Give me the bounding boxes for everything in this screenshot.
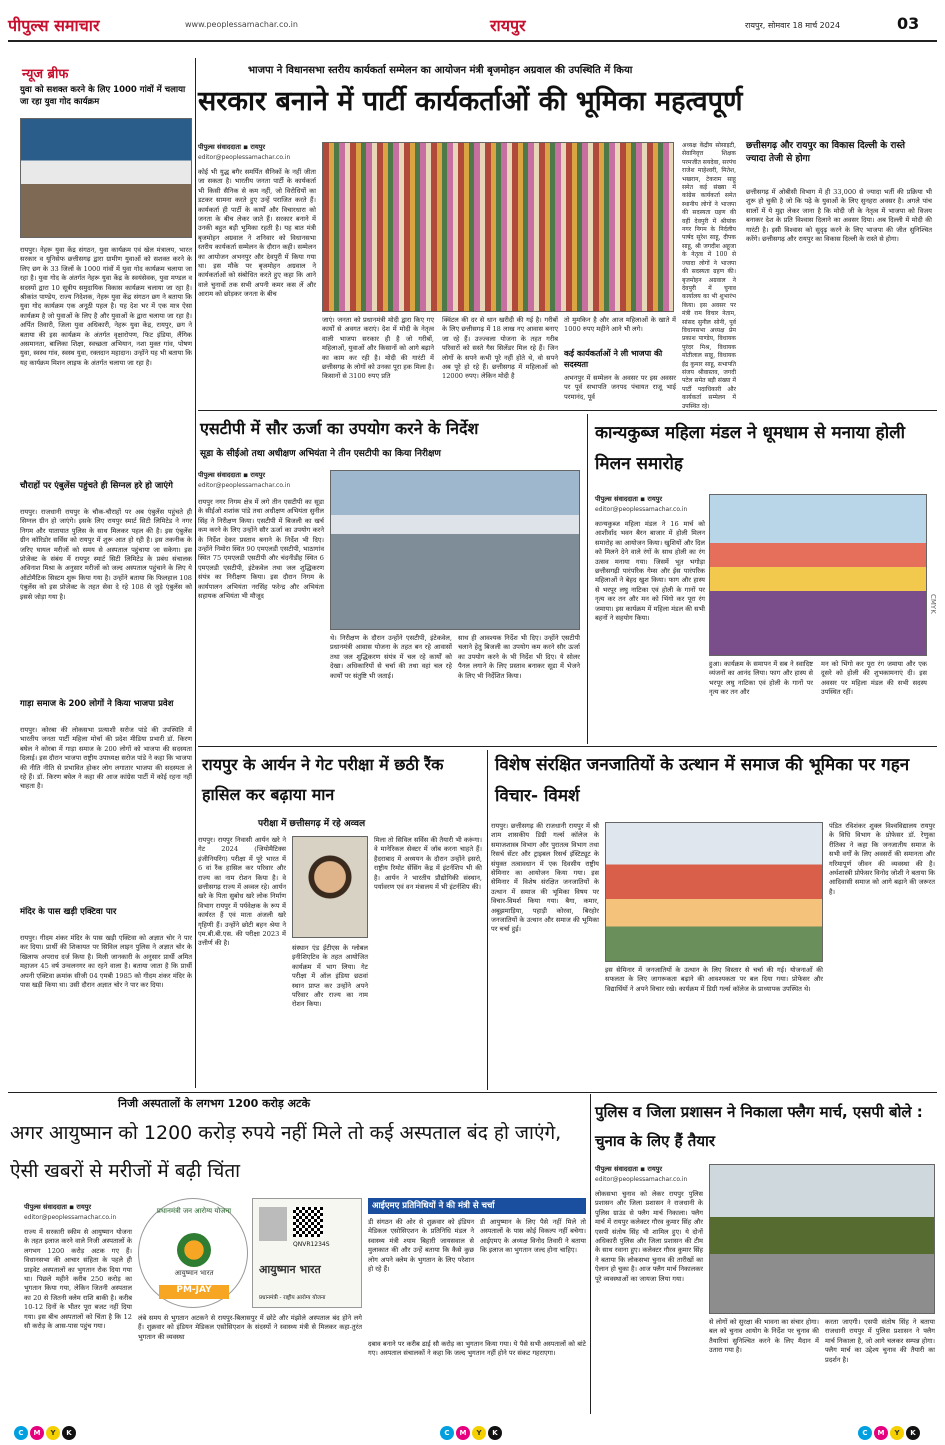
holi-photo (709, 494, 927, 656)
solar-email[interactable]: editor@peoplessamachar.co.in (198, 482, 291, 489)
solar-col-2: थे। निरीक्षण के दौरान उन्होंने एसटीपी, इंटेकवेल, प्रधानमंत्री आवास योजना के तहत बन रहे आवासों तथा जल शुद्धिकरण संयंत्र में चल रहे कार्यों को देखा। अधिकारियों से चर्चा की तथा वहां चल रहे कार्यों पर संतुष्टि भी जताई। (330, 634, 452, 680)
ayushman-card (252, 1198, 362, 1308)
card-title: आयुष्मान भारत (259, 1263, 321, 1276)
police-byline: पीपुल्स संवाददाता ◾ रायपुर (595, 1165, 663, 1173)
ayushman-kicker: निजी अस्पतालों के लगभग 1200 करोड़ अटके (118, 1097, 311, 1110)
pmjay-logo (138, 1198, 248, 1308)
ima-headline-band (368, 1198, 586, 1214)
solar-col-3: साथ ही आवश्यक निर्देश भी दिए। उन्होंने एसटीपी चलाने हेतु बिजली का उपयोग कम करने सौर ऊर्जा का उपयोग करने के भी निर्देश भी दिए। ये सोलर पैनल लगाने के लिए प्रस्ताव बनाकर सूडा में भेजने के लिए भी निर्देशित किया। (458, 634, 580, 680)
ima-col-1: डी संगठन की ओर से शुक्रवार को इंडियन मेडिकल एसोसिएशन के प्रतिनिधि मंडल ने स्वास्थ्य मंत्री श्याम बिहारी जायसवाल से मुलाकात की और उन्हें बताया कि कैसे कुछ लोग अपने क्लेम के भुगतान के लिए परेशान हो रहे हैं। (368, 1218, 474, 1274)
pmjay-emblem (177, 1233, 211, 1267)
brief-2-text: रायपुर। राजधानी रायपुर के चौक-चौराहों पर अब एंबुलेंस पहुंचते ही सिग्नल ग्रीन हो जाएंगे। इसके लिए रायपुर स्मार्ट सिटी लिमिटेड ने नगर निगम और यातायात पुलिस के साथ मिलकर पहल की है। इस एंबुलेंस ग्रीन कॉरिडोर सर्विस को रायपुर में शुरू आत हो रही है। इस तकनीक के जरिए घायल मरीजों को समय से अस्पताल पहुंचाया जा सकेगा। इस प्रोजेक्ट के संबंध में रायपुर स्मार्ट सिटी लिमिटेड के प्रबंध संचालक अविनाश मिश्रा के अनुसार मरीजों को जल्द अस्पताल पहुंचाने के लिए ये ऑटोमैटिक सिस्टम शुरू किया गया है। उन्होंने बताया कि फिलहाल 108 एंबुलेंस को इस प्रोजेक्ट के तहत सेवा दे रहे 108 से जुड़े एंबुलेंस को इससे जोड़ा गया है। (20, 508, 192, 601)
sidebar-text: छत्तीसगढ़ में ओबीसी विभाग में ही 33,000 से ज्यादा भर्ती की प्रक्रिया भी शुरू हो चुकी है जो कि पढ़े के युवाओं के लिए सुनहरा अवसर है। अगले पांच सालों में ये मुद्दा लेकर जाना है कि मोदी जी के नेतृत्व में भाजपा को विजय बनाकर देश के प्रति विश्वास दिलाने का अवसर दिया। अब दिल्ली में मोदी की गारंटी है। इसी विश्वास को सुदृढ़ करने के लिए भाजपा की जीत सुनिश्चित करेंगे। छत्तीसगढ़ और रायपुर का विकास दिल्ली के रास्ते से होगा। (746, 188, 932, 244)
brief-2-headline: चौराहों पर एंबुलेंस पहुंचते ही सिग्नल हरे हो जाएंगे (20, 481, 173, 491)
lead-col-2: जाएं। जनता को प्रधानमंत्री मोदी द्वारा किए गए कार्यों से अवगत कराएं। देश में मोदी के नेतृत्व वाली भाजपा सरकार ही है जो गरीबों, महिलाओं, युवाओं और किसानों को आगे बढ़ाने का काम कर रही है। मोदी की गारंटी में छत्तीसगढ़ के लोगों को उनका पूरा हक मिला है। किसानों से 3100 रुपए प्रति (322, 316, 434, 381)
side-cmyk-marks: CMYK (929, 594, 937, 614)
footer-cmyk-mid: C M Y K (440, 1420, 520, 1436)
aryan-divider (487, 750, 488, 1090)
ayushman-divider (590, 1094, 591, 1414)
brief-1-text: रायपुर। नेहरू युवा केंद्र संगठन, युवा कार्यक्रम एवं खेल मंत्रालय, भारत सरकार व यूनिसेफ छत्तीसगढ़ द्वारा ग्रामीण युवाओं को सशक्त करने के लिए छग के 33 जिलों के 1000 गांवों में युवा गोद कार्यक्रम चलाया जा रहा है। युवा गोद के अंतर्गत नेहरू युवा केंद्र के स्वयंसेवक, युवा मण्डल व सदस्यों द्वारा 10 सूत्रीय समुदायिक विकास कार्यक्रम चलाया जा रहा है। श्रीकांत पाण्डेय, राज्य निदेशक, नेहरू युवा केंद्र संगठन छग ने बताया कि युवा गोद कार्यक्रम एक अनूठी पहल है। यह देश भर में एक मात्र ऐसा कार्यक्रम है जो युवाओं के लिए है और युवाओं के द्वारा चलाया जा रहा है। अर्पित तिवारी, जिला युवा अधिकारी, नेहरू युवा केंद्र, रायपुर, छग ने बताया की इस कार्यक्रम के अंतर्गत वृक्षारोपण, फिट इंडिया, लैंगिक असमानता, बालिका शिक्षा, स्वच्छता अभियान, नशा मुक्त गांव, पोषण युवा, स्वस्थ गांव, स्वस्थ युवा, रक्तदान महादान। उन्होंने यह भी बताया कि यह कार्यक्रम मिशन लाइफ के अंतर्गत चलाया जा रहा है। (20, 246, 192, 367)
tribal-col-1: रायपुर। छत्तीसगढ़ की राजधानी रायपुर में श्री शाम शासकीय डिग्री गर्ल्स कॉलेज के समाजशास्त्र विभाग और पुरातत्व विभाग तथा रिसर्च सेंटर और ट्राइबल रिसर्च इंस्टिट्यूट के संयुक्त तत्वावधान में एक दिवसीय राष्ट्रीय सेमिनार का आयोजन किया गया। इस सेमिनार में विशेष संरक्षित जनजातियों के उत्थान में समाज की भूमिका विषय पर विचार-विमर्श किया गया। बैगा, कमार, अबूझमाड़िया, पहाड़ी कोरवा, बिरहोर जनजातियों के उत्थान और समाज की भूमिका पर चर्चा हुई। (491, 822, 599, 934)
aryan-col-1: रायपुर। रायपुर निवासी आर्यन खरे ने गेट 2024 (जियोमैटिक्स इंजीनियरिंग) परीक्षा में पूरे भारत में 6 वां रैंक हासिल कर परिवार और राज्य का नाम रोशन किया है। वे छत्तीसगढ़ राज्य में अव्वल रहे। आर्यन खरे के पिता सुबोध खरे लोक निर्माण विभाग रायपुर में पर्यवेक्षक के रूप में कार्यरत हैं एवं माता अंजली खरे गृहिणी हैं। उन्होंने छोटी बहन श्रेया ने एम.बी.बी.एस. की परीक्षा 2023 में उत्तीर्ण की है। (198, 836, 286, 948)
lead-col-4: तो मुमकिन है और आज महिलाओं के खाते में 1000 रुपए महीने आने भी लगे। (564, 316, 676, 334)
ayushman-story (8, 1094, 588, 1414)
ima-col-2: डी आयुष्मान के लिए पैसे नहीं मिले तो अस्पतालों के पास कोई विकल्प नहीं बचेगा। आईएमए के अध्यक्ष विनोद तिवारी ने बताया कि इलाज का भुगतान जल्द होना चाहिए। (480, 1218, 586, 1255)
tribal-col-2: इस सेमिनार में जनजातियों के उत्थान के लिए विस्तार से चर्चा की गई। योजनाओं की सफलता के लिए जागरूकता बढ़ाने की आवश्यकता पर बल दिया गया। प्रोफेसर और विद्यार्थियों ने अपने विचार रखे। कार्यक्रम में डिग्री गर्ल्स कॉलेज के प्राध्यापक उपस्थित थे। (605, 966, 823, 993)
lead-col-3: क्विंटल की दर से धान खरीदी की गई है। गरीबों के लिए छत्तीसगढ़ में 18 लाख नए आवास बनाए जा रहे हैं। उज्ज्वला योजना के तहत गरीब परिवारों को सस्ते गैस सिलेंडर मिल रहे हैं। जिन लोगों के सपने कभी पूरे नहीं होते थे, वो सपने अब पूरे हो रहे हैं। छत्तीसगढ़ में महिलाओं को 12000 रुपए। लेकिन मोदी है (442, 316, 558, 381)
police-col-2: से लोगों को सुरक्षा की भावना का संचार होगा। बल को चुनाव आयोग के निर्देश पर चुनाव की तैयारियां सुनिश्चित करने के लिए मैदान में उतारा गया है। (709, 1318, 819, 1355)
holi-col-2: हुआ। कार्यक्रम के समापन में सब ने स्वादिष्ट व्यंजनों का आनंद लिया। फाग और हास्य से भरपूर लघु नाटिका एवं होली के गानों पर नृत्य कर तन और (709, 660, 813, 697)
solar-divider (587, 414, 588, 744)
police-col-1: लोकसभा चुनाव को लेकर रायपुर पुलिस प्रशासन और जिला प्रशासन ने राजधानी के पुलिस ग्राउंड से फ्लैग मार्च निकाला। फ्लैग मार्च में रायपुर कलेक्टर गौरव कुमार सिंह और एसपी संतोष सिंह भी शामिल हुए। ये दोनों अधिकारी पुलिस और जिला प्रशासन की टीम के साथ रवाना हुए। कलेक्टर गौरव कुमार सिंह ने बताया कि लोकसभा चुनाव की तारीखों का ऐलान हो चुका है। आज फ्लैग मार्च निकालकर पूरे व्यवस्थाओं का जायजा लिया गया। (595, 1190, 703, 1283)
solar-deck: सूडा के सीईओ तथा अधीक्षण अभियंता ने तीन एसटीपी का किया निरीक्षण (200, 449, 441, 459)
police-col-3: करता जाएगी। एसपी संतोष सिंह ने बताया राजधानी रायपुर में पुलिस प्रशासन ने फ्लैग मार्च निकाला है, जो आगे चलकर सम्पन्न होगा। फ्लैग मार्च का उद्देश्य चुनाव की तैयारी का प्रदर्शन है। (825, 1318, 935, 1364)
police-story (593, 1094, 937, 1414)
lead-byline: पीपुल्स संवाददाता ◾ रायपुर (198, 143, 266, 151)
brief-divider (195, 58, 196, 1088)
lead-story (198, 58, 743, 410)
page-header (0, 0, 945, 48)
holi-byline: पीपुल्स संवाददाता ◾ रायपुर (595, 495, 663, 503)
lead-email[interactable]: editor@peoplessamachar.co.in (198, 154, 291, 161)
masthead: पीपुल्स समाचार (8, 16, 100, 35)
card-qr (293, 1207, 323, 1237)
aryan-deck: परीक्षा में छत्तीसगढ़ में रहे अव्वल (258, 819, 366, 829)
header-rule (8, 40, 937, 42)
lead-col-1: कोई भी युद्ध बगैर समर्पित सैनिकों के नहीं जीता जा सकता है। भारतीय जनता पार्टी के कार्यकर्ता भी किसी सैनिक से कम नहीं, जो विरोधियों का डटकर सामना करते हुए उन्हें पराजित करते हैं। कार्यकर्ता ही पार्टी के कार्यों और विचारधारा को जनता के बीच लेकर जाते हैं। सरकार बनाने में उनकी बहुत बड़ी भूमिका रहती है। यह बात मंत्री बृजमोहन अग्रवाल ने शनिवार को विधानसभा स्तरीय कार्यकर्ता सम्मेलन के दौरान कही। सम्मेलन का आयोजन अभनपुर और देवपुरी में किया गया था। इस मौके पर बृजमोहन अग्रवाल ने कार्यकर्ताओं को संबोधित करते हुए कहा कि आने वाले चुनावों तक सभी अपनी कमर कस लें और आराम को छोड़कर जनता के बीच (198, 168, 316, 299)
lead-col-5: अध्यक्ष केंद्रीय सोसाइटी, सेवानिवृत्त शिक्षक परमजीत सयदेवा, सरपंच राजेश माहेश्वरी, मितेश, भखरान, टेकराम साहू समेत कई संख्या में कांग्रेस कार्यकर्ता समेत स्थानीय लोगों ने भाजपा की सदस्यता ग्रहण की वहीं देवपुरी में श्रीयांक नगर निगम के निर्दलीय पार्षद सुरेश साहू, दीपक साहू, श्री जगदीश अहूजा के नेतृत्व में 100 से ज्यादा लोगों ने भाजपा की सदस्यता ग्रहण की। बृजमोहन अग्रवाल ने देवपुरी में चुनाव कार्यालय का भी शुभारंभ किया। इस अवसर पर मंत्री राम विचार नेताम, सांसद सुनील सोनी, पूर्व विधानसभा अध्यक्ष प्रेम प्रकाश पाण्डेय, विधायक पुरंदर मिश्र, विधायक मोतीलाल साहू, विधायक ईंद्र कुमार साहू, सभापति संजय श्रीवास्तव, जगदी पटेल समेत बड़ी संख्या में पार्टी पदाधिकारी और कार्यकर्ता सम्मेलन में उपस्थित रहे। (682, 142, 736, 410)
dateline: रायपुर, सोमवार 18 मार्च 2024 (745, 21, 841, 30)
footer-cmyk-right: C M Y K (858, 1420, 938, 1436)
tribal-photo (605, 822, 823, 962)
tribal-headline: विशेष संरक्षित जनजातियों के उत्थान में समाज की भूमिका पर गहन विचार- विमर्श (495, 755, 910, 806)
holi-col-1: कान्यकुब्ज महिला मंडल ने 16 मार्च को आशीर्वाद भवन बैरन बाजार में होली मिलन समारोह का आयोजन किया। खुशियों और दिल को मिलने देने वाले रंगों के साथ होली का रंग उत्सव मनाया गया। जिसमें भूत भगोड़ा छत्तीसगढ़ी पारंपरिक गेम्स और ईस पारंपरिक महिलाओं ने बेहद खुश किया। फाग और हास्य से भरपूर लघु नाटिका एवं होली के गानों पर नृत्य कर तन और मन को भिंगो कर पूरा रंग जमाया। इस कार्यक्रम में महिला मंडल की सभी बहनों ने सहयोग किया। (595, 520, 705, 623)
pmjay-logo-mid: आयुष्मान भारत (174, 1269, 214, 1277)
lead-photo (322, 142, 674, 312)
pmjay-logo-bottom: PM-JAY (159, 1285, 229, 1299)
solar-story (198, 414, 583, 744)
footer-cmyk-left: C M Y K (14, 1420, 94, 1436)
page-number: 03 (897, 14, 920, 33)
brief-4-text: रायपुर। गीदम शंकर मंदिर के पास खड़ी एक्टिवा को अज्ञात चोर ने पार कर दिया। प्रार्थी की शिकायत पर सिविल लाइन पुलिस ने अज्ञात चोर के खिलाफ अपराध दर्ज किया है। मिली जानकारी के अनुसार प्रार्थी अमित महाजन 45 वर्ष उन्वलनगर का रहने वाला है। बताया जाता है कि प्रार्थी अपनी एक्टिवा क्रमांक सीजी 04 एमबी 1985 को गीदम शंकर मंदिर के पास खड़ी किया था। उसी दौरान अज्ञात चोर ने पार कर दिया। (20, 934, 192, 990)
brief-1-photo (20, 118, 192, 238)
brief-1-headline: युवा को सशक्त करने के लिए 1000 गांवों में चलाया जा रहा युवा गोद कार्यक्रम (20, 85, 186, 107)
lower-rule (8, 1092, 937, 1093)
aryan-headline: रायपुर के आर्यन ने गेट परीक्षा में छठी रैंक हासिल कर बढ़ाया मान (202, 755, 444, 804)
ima-headline: आईएमए प्रतिनिधियों ने की मंत्री से चर्चा (372, 1201, 495, 1211)
card-sub: प्रधानमंत्री - राष्ट्रीय आरोग्य योजना (259, 1295, 326, 1301)
lead-col-4b: अभनपुर में सम्मेलन के अवसर पर इस अवसर पर पूर्व सभापति जनपद पंचायत राजू भाई परमानंद, पूर्व (564, 374, 676, 401)
lead-kicker: भाजपा ने विधानसभा स्तरीय कार्यकर्ता सम्मेलन का आयोजन मंत्री बृजमोहन अग्रवाल की उपस्थिति में किया (248, 65, 633, 76)
holi-email[interactable]: editor@peoplessamachar.co.in (595, 506, 688, 513)
city-label: रायपुर (490, 16, 526, 35)
tribal-col-3: पंडित रविशंकर शुक्ल विश्वविद्यालय रायपुर के विधि विभाग के प्रोफेसर डॉ. रेणुका रीतिका ने कहा कि जनजातीय समाज के सभी वर्गों के लिए अवसरों की समानता और गरिमापूर्ण जीवन की व्यवस्था की है। अर्थशास्त्री प्रोफेसर विनोद जोशी ने बताया कि आदिवासी समाज को आगे बढ़ाने की जरूरत है। (829, 822, 935, 896)
news-brief-column (8, 46, 193, 1086)
ayushman-email[interactable]: editor@peoplessamachar.co.in (24, 1214, 117, 1221)
lead-bottom-rule (198, 410, 937, 411)
ima-col-3: दबाव बनाने पर करीब ढाई सौ करोड़ का भुगतान किया गया। ये पैसे सभी अस्पतालों को बांटे गए। अस्पताल संचालकों ने कहा कि जल्द भुगतान नहीं होने पर संकट गहराएगा। (368, 1340, 586, 1358)
holi-headline: कान्यकुब्ज महिला मंडल ने धूमधाम से मनाया होली मिलन समारोह (595, 423, 906, 474)
sidebar-story (742, 136, 937, 406)
lead-headline: सरकार बनाने में पार्टी कार्यकर्ताओं की भूमिका महत्वपूर्ण (198, 86, 743, 117)
card-photo (259, 1207, 287, 1241)
ayushman-byline: पीपुल्स संवाददाता ◾ रायपुर (24, 1203, 92, 1211)
brief-3-headline: गाड़ा समाज के 200 लोगों ने किया भाजपा प्रवेश (20, 699, 174, 709)
pmjay-logo-top: प्रधानमंत्री जन आरोग्य योजना (156, 1207, 232, 1215)
aryan-col-2: मिला तो सिविल सर्विस की तैयारी भी करूंगा। वे मानेरिकल सेक्टर में जॉब करना चाहते हैं। हैदराबाद में अध्ययन के दौरान उन्होंने इसरो, राष्ट्रीय रिमोट सेंसिंग केंद्र में इंटर्नशिप भी की है। आर्यन ने भारतीय प्रौद्योगिकी संस्थान, पर्यावरण एवं वन मंत्रालय में भी इंटर्नशिप की। (374, 836, 482, 892)
police-headline: पुलिस व जिला प्रशासन ने निकाला फ्लैग मार्च, एसपी बोले : चुनाव के लिए हैं तैयार (595, 1103, 923, 1150)
ayushman-col-1: राज्य में सरकारी स्कीम से आयुष्मान योजना के तहत इलाज करने वाले निजी अस्पतालों के लगभग 1200 करोड़ अटक गए हैं। विधानसभा की आचार संहिता के पहले ही प्राइवेट अस्पतालों का भुगतान रोक दिया गया था। पिछले महीने करीब 250 करोड़ का भुगतान किया गया, लेकिन जितनी अस्पताल का 20 से जितनी क्लेम राशि बाकी है। करीब 10-12 दिनों के भीतर पूरा बजट नहीं दिया गया। इस बीच अस्पतालों को चिंता है कि 12 सौ करोड़ के आस-पास पहुंच गया। (24, 1228, 132, 1331)
brief-3-text: रायपुर। कोरबा की लोकसभा प्रत्याशी सरोज पांडे की उपस्थिति में भारतीय जनता पार्टी महिला मोर्चा की प्रदेश मीडिया प्रभारी डॉ. किरण बघेल ने कोरबा में गाड़ा समाज के 200 लोगों को भाजपा की सदस्यता दिलाई। इस दौरान भाजपा राष्ट्रीय उपाध्यक्ष सरोज पांडे ने कहा कि भाजपा की नीति नीति से प्रभावित होकर लोग लगातार भाजपा की सदस्यता ले रहे हैं। डॉ. किरण बघेल ने कहा की आज कांग्रेस पार्टी में कोई रहना नहीं चाहता है। (20, 726, 192, 791)
aryan-story (198, 750, 484, 1090)
card-id: QNVR1234S (293, 1241, 330, 1248)
solar-photo (330, 470, 580, 630)
solar-headline: एसटीपी में सौर ऊर्जा का उपयोग करने के निर्देश (200, 419, 479, 438)
brief-4-headline: मंदिर के पास खड़ी एक्टिवा पार (20, 907, 117, 917)
holi-col-3: मन को भिंगो कर पूरा रंग जमाया और एक दूसरे को होली की शुभकामनाएं दी। इस अवसर पर महिला मंडल की सभी सदस्य उपस्थित रहीं। (821, 660, 927, 697)
solar-byline: पीपुल्स संवाददाता ◾ रायपुर (198, 471, 266, 479)
holi-story (591, 414, 937, 744)
solar-col-1: रायपुर नगर निगम क्षेत्र में लगे तीन एसटीपी का सूडा के सीईओ शशांक पांडे तथा अधीक्षण अभियंता सुनील सिंह ने निरीक्षण किया। एसटीपी में बिजली का खर्च कम करने के लिए उन्होंने सौर ऊर्जा का उपयोग करने के निर्देश देकर प्रस्ताव बनाने के निर्देश भी दिए। उन्होंने निमोरा स्थित 90 एमएलडी एसटीपी, भाठागांव स्थित 75 एमएलडी एसटीपी और चंदनीडीह स्थित 6 एमएलडी एसटीपी, इंटेकवेल तथा जल शुद्धिकरण संयंत्र का निरीक्षण किया। इस दौरान निगम के कार्यपालन अभियंता नरसिंह फरेन्द्र और अभियंता सहायक अभियंता भी मौजूद (198, 498, 324, 601)
police-photo (709, 1164, 935, 1314)
news-brief-label: न्यूज ब्रीफ (22, 67, 69, 82)
aryan-photo (292, 836, 368, 938)
website[interactable]: www.peoplessamachar.co.in (185, 20, 298, 29)
ayushman-col-2: लंबे समय से भुगतान अटकने से रायपुर-बिलासपुर में छोटे और मंझोले अस्पताल बंद होने लगे हैं। शुक्रवार को इंडियन मेडिकल एसोसिएशन के संदस्यों ने स्वास्थ्य मंत्री से मिलकर कहा-तुरंत भुगतान की व्यवस्था (138, 1314, 362, 1341)
aryan-col-3: संस्थान एंड ईटीएस के ग्लोबल इनीशिएटिव के तहत आयोजित कार्यक्रम में भाग लिया। गेट परीक्षा में ऑल इंडिया छठवां स्थान प्राप्त कर उन्होंने अपने परिवार और राज्य का नाम रोशन किया। (292, 944, 368, 1009)
sidebar-headline: छत्तीसगढ़ और रायपुर का विकास दिल्ली के रास्ते ज्यादा तेजी से होगा (746, 141, 905, 164)
tribal-story (491, 750, 937, 1090)
ayushman-headline: अगर आयुष्मान को 1200 करोड़ रुपये नहीं मिले तो कई अस्पताल बंद हो जाएंगे, ऐसी खबरों से मरीजों में बढ़ी चिंता (10, 1122, 562, 1182)
lead-subhead: कई कार्यकर्ताओं ने ली भाजपा की सदस्यता (564, 349, 663, 369)
mid-rule (198, 746, 937, 747)
police-email[interactable]: editor@peoplessamachar.co.in (595, 1176, 688, 1183)
